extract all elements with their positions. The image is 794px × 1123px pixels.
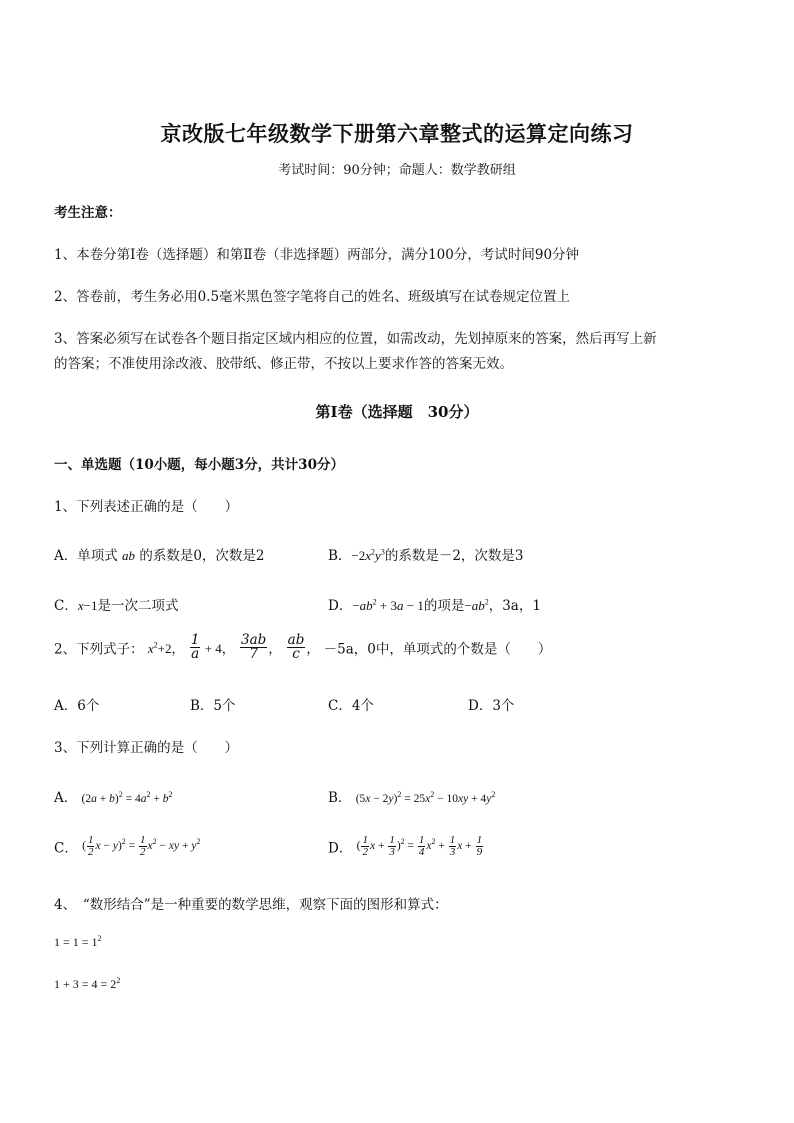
- option-b-suffix: 的系数是－2，次数是3: [384, 548, 524, 564]
- fraction-3ab-over-7: $\frac{3ab}{7}$: [241, 632, 267, 662]
- question-1-option-a: [54, 544, 265, 564]
- document-subtitle: 考试时间：90分钟；命题人：数学教研组: [278, 163, 516, 178]
- question-3-stem: 3、下列计算正确的是（ ）: [54, 740, 239, 756]
- option-d-expression: $-ab^2 + 3a - 1$: [352, 597, 424, 613]
- question-2-option-d: D．3个: [468, 698, 515, 714]
- question-2-stem: 2、下列式子： $x^2+2$， $\frac{1}{a}$ + 4， $\frac{3ab}{7}$ ， $\frac{ab}{c}$ ， －5a，0中，单项式的个数是（ ）: [54, 632, 552, 662]
- question-2-option-a: A．6个: [54, 698, 100, 714]
- question-4-equation-1: $1 = 1 = 1^2$: [54, 934, 102, 949]
- option-d-term: $-ab^2$: [464, 597, 489, 613]
- option-d-label: D．: [328, 840, 353, 857]
- question-2-stem-prefix: 2、下列式子：: [54, 641, 144, 658]
- question-1-option-d: [328, 594, 541, 614]
- question-2-option-c: C．4个: [328, 698, 374, 714]
- option-b-prefix: B．: [328, 548, 352, 564]
- notice-item-1: 1、本卷分第Ⅰ卷（选择题）和第Ⅱ卷（非选择题）两部分，满分100分，考试时间90分钟: [54, 247, 580, 263]
- notice-item-3-line-1: 3、答案必须写在试卷各个题目指定区域内相应的位置，如需改动，先划掉原来的答案，然后再写上新: [54, 331, 657, 347]
- option-b-expression: $-2x^2y^3$: [351, 547, 385, 563]
- option-a-label: A．: [54, 790, 78, 806]
- section-title: 第Ⅰ卷（选择题 30分）: [315, 403, 479, 421]
- part-heading: 一、单选题（10小题，每小题3分，共计30分）: [54, 457, 344, 473]
- question-4-stem: 4、 “数形结合”是一种重要的数学思维，观察下面的图形和算式：: [54, 897, 448, 913]
- question-1-stem: 1、下列表述正确的是（ ）: [54, 499, 239, 515]
- option-c-prefix: C．: [54, 598, 78, 614]
- question-3-option-d: [328, 835, 484, 858]
- question-3-option-c: [54, 835, 200, 858]
- question-1-option-b: [328, 544, 524, 564]
- question-3-option-a: [54, 786, 172, 806]
- option-b-label: B．: [328, 790, 352, 806]
- question-1-option-c: [54, 594, 178, 614]
- option-d-expression: ( $\frac{1}{2}$ x + $\frac{1}{3}$ )$^2$ = $\frac{1}{4}$ $x^2$ + $\frac{1}{3}$ x + $\frac{1}{9}$: [356, 834, 483, 858]
- fraction-ab-over-c: $\frac{ab}{c}$: [287, 632, 305, 662]
- option-c-suffix: 是一次二项式: [97, 598, 179, 614]
- option-c-label: C．: [54, 840, 78, 857]
- option-c-expression: x−1: [77, 598, 98, 613]
- option-b-expression: $(5x - 2y)^2 = 25x^2 - 10xy + 4y^2$: [355, 790, 496, 805]
- question-2-option-b: B．5个: [190, 698, 236, 714]
- option-d-prefix: D．: [328, 598, 353, 614]
- question-3-option-b: [328, 786, 495, 806]
- document-title: 京改版七年级数学下册第六章整式的运算定向练习: [160, 121, 634, 146]
- question-4-equation-2: $1 + 3 = 4 = 2^2$: [54, 976, 121, 991]
- option-d-middle: 的项是: [423, 598, 465, 614]
- option-a-variable: ab: [122, 548, 136, 563]
- option-a-prefix: A．单项式: [54, 548, 118, 564]
- question-2-stem-suffix: －5a，0中，单项式的个数是（ ）: [323, 641, 552, 658]
- option-c-expression: ( $\frac{1}{2}$ x − y)$^2$ = $\frac{1}{2}$ $x^2$ − xy + $y^2$: [82, 834, 201, 858]
- fraction-1-over-a: $\frac{1}{a}$: [190, 632, 200, 662]
- notice-item-2: 2、答卷前，考生务必用0.5毫米黑色签字笔将自己的姓名、班级填写在试卷规定位置上: [54, 289, 571, 305]
- option-d-suffix: ，3a，1: [488, 598, 541, 614]
- option-a-expression: $(2a + b)^2 = 4a^2 + b^2$: [81, 790, 173, 805]
- notice-item-3-line-2: 的答案；不准使用涂改液、胶带纸、修正带，不按以上要求作答的答案无效。: [54, 356, 513, 372]
- expr-x-squared-plus-2: $x^2+2$，: [147, 640, 185, 656]
- notice-heading: 考生注意：: [54, 205, 122, 221]
- option-a-suffix: 的系数是0，次数是2: [139, 548, 265, 564]
